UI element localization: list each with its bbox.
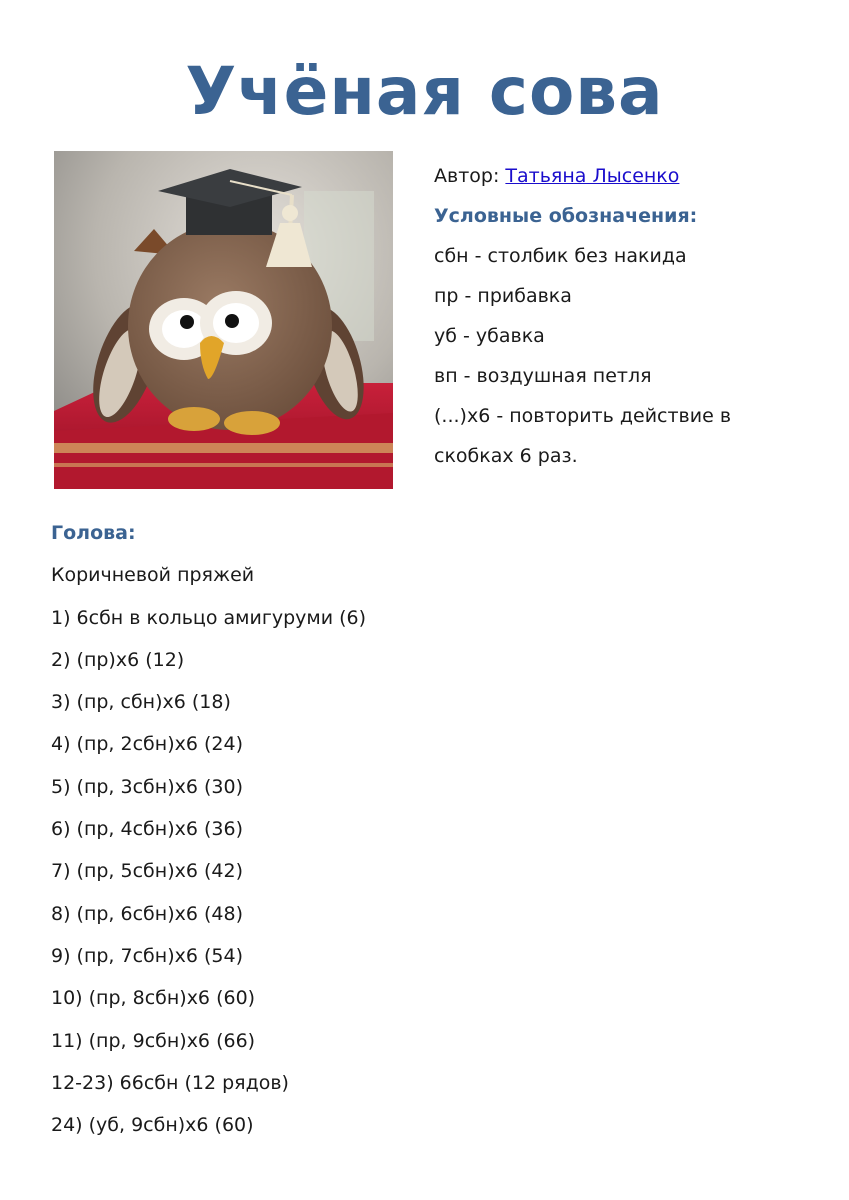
legend-item: скобках 6 раз. xyxy=(434,445,578,467)
section-intro: Коричневой пряжей xyxy=(51,564,255,587)
page-title: Учёная сова xyxy=(185,53,664,130)
row-step: 9) (пр, 7сбн)х6 (54) xyxy=(51,944,243,967)
legend-item: (...)х6 - повторить действие в xyxy=(434,405,732,427)
head-instructions xyxy=(51,512,811,1146)
pattern-info xyxy=(434,156,814,476)
row-step: 2) (пр)х6 (12) xyxy=(51,648,185,671)
row-step: 4) (пр, 2сбн)х6 (24) xyxy=(51,733,243,756)
legend-heading: Условные обозначения: xyxy=(434,205,698,227)
legend-item: пр - прибавка xyxy=(434,285,572,307)
row-step: 10) (пр, 8сбн)х6 (60) xyxy=(51,987,256,1010)
row-step: 3) (пр, сбн)х6 (18) xyxy=(51,691,231,714)
author-label: Автор: xyxy=(434,165,500,187)
owl-photo xyxy=(54,151,393,489)
row-step: 8) (пр, 6сбн)х6 (48) xyxy=(51,902,243,925)
legend-item: сбн - столбик без накида xyxy=(434,245,687,267)
row-step: 1) 6сбн в кольцо амигуруми (6) xyxy=(51,606,367,629)
legend-item: уб - убавка xyxy=(434,325,545,347)
legend-item: вп - воздушная петля xyxy=(434,365,652,387)
row-step: 24) (уб, 9сбн)х6 (60) xyxy=(51,1114,254,1137)
author-line xyxy=(434,156,814,196)
row-step: 5) (пр, 3сбн)х6 (30) xyxy=(51,775,243,798)
author-link[interactable]: Татьяна Лысенко xyxy=(505,165,680,187)
row-step: 12-23) 66сбн (12 рядов) xyxy=(51,1071,289,1094)
row-step: 11) (пр, 9сбн)х6 (66) xyxy=(51,1029,256,1052)
row-step: 6) (пр, 4сбн)х6 (36) xyxy=(51,818,243,841)
row-step: 7) (пр, 5сбн)х6 (42) xyxy=(51,860,243,883)
section-heading: Голова: xyxy=(51,522,136,544)
